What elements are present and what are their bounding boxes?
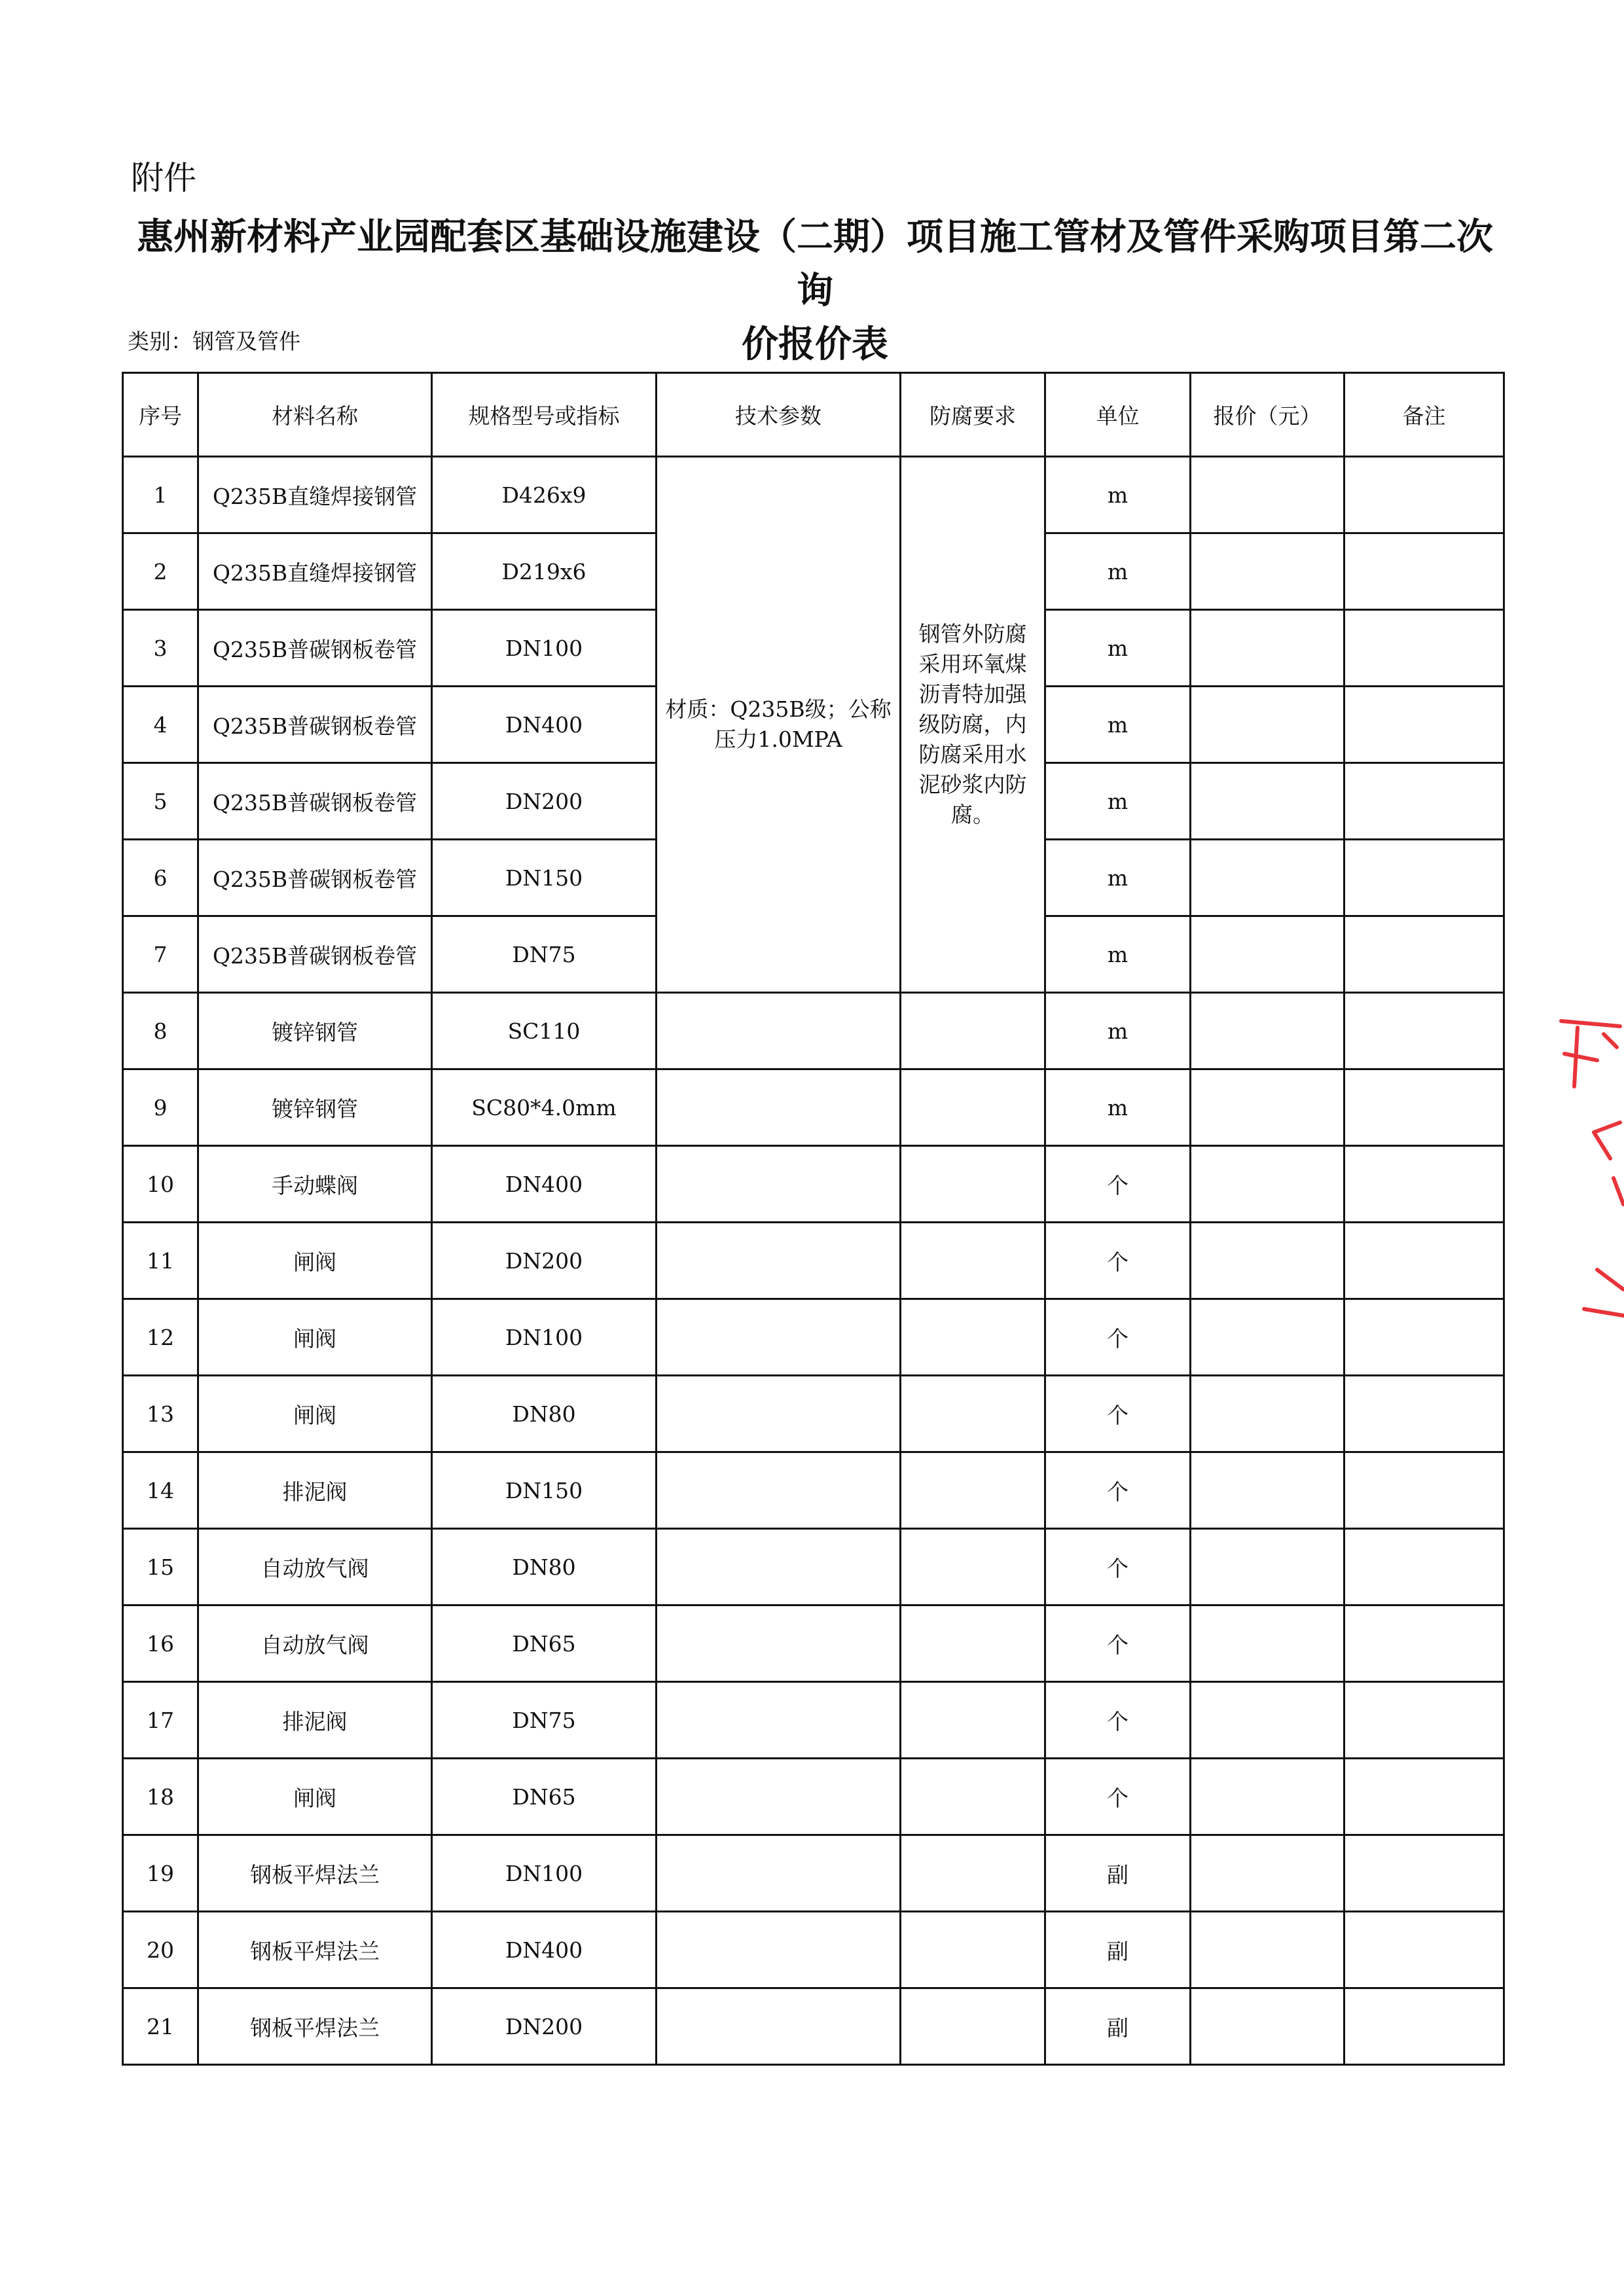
price-cell xyxy=(1191,916,1344,993)
table-row xyxy=(123,1223,1504,1299)
table-row xyxy=(123,1835,1504,1912)
remark-cell xyxy=(1344,1452,1504,1529)
price-cell xyxy=(1191,1299,1344,1376)
tech-params xyxy=(657,1605,901,1682)
row-number: 10 xyxy=(123,1146,198,1223)
price-cell xyxy=(1191,1912,1344,1988)
remark-cell xyxy=(1344,533,1504,610)
table-row xyxy=(123,1069,1504,1146)
remark-cell xyxy=(1344,1299,1504,1376)
unit: m xyxy=(1045,610,1191,687)
table-row xyxy=(123,1376,1504,1452)
category-label: 类别：钢管及管件 xyxy=(128,329,300,354)
price-cell xyxy=(1191,1835,1344,1912)
tech-params xyxy=(657,1452,901,1529)
anticorrosion xyxy=(901,1452,1045,1529)
table-header-row xyxy=(123,373,1504,457)
row-number: 11 xyxy=(123,1223,198,1299)
price-cell xyxy=(1191,763,1344,840)
anticorrosion xyxy=(901,1682,1045,1759)
row-number: 21 xyxy=(123,1988,198,2065)
unit: 副 xyxy=(1045,1988,1191,2065)
anticorrosion-merged: 钢管外防腐采用环氧煤沥青特加强级防腐，内防腐采用水泥砂浆内防腐。 xyxy=(901,457,1045,993)
table-row xyxy=(123,1912,1504,1988)
anticorrosion xyxy=(901,1223,1045,1299)
price-cell xyxy=(1191,1759,1344,1835)
remark-cell xyxy=(1344,457,1504,533)
unit: 个 xyxy=(1045,1605,1191,1682)
price-cell xyxy=(1191,840,1344,916)
anticorrosion xyxy=(901,1835,1045,1912)
row-number: 7 xyxy=(123,916,198,993)
unit: m xyxy=(1045,840,1191,916)
unit: 副 xyxy=(1045,1912,1191,1988)
anticorrosion xyxy=(901,1146,1045,1223)
anticorrosion xyxy=(901,1605,1045,1682)
spec: DN100 xyxy=(432,1299,657,1376)
material-name: Q235B普碳钢板卷管 xyxy=(198,763,432,840)
material-name: 手动蝶阀 xyxy=(198,1146,432,1223)
table-row xyxy=(123,993,1504,1069)
title-line-1: 惠州新材料产业园配套区基础设施建设（二期）项目施工管材及管件采购项目第二次询 xyxy=(137,216,1493,312)
unit: m xyxy=(1045,457,1191,533)
tech-params xyxy=(657,993,901,1069)
page-title xyxy=(124,211,1506,372)
spec: DN400 xyxy=(432,1912,657,1988)
price-cell xyxy=(1191,1605,1344,1682)
red-seal-stamp xyxy=(1558,1008,1624,1329)
spec: DN200 xyxy=(432,763,657,840)
remark-cell xyxy=(1344,916,1504,993)
row-number: 12 xyxy=(123,1299,198,1376)
row-number: 20 xyxy=(123,1912,198,1988)
col-header-unit: 单位 xyxy=(1045,373,1191,457)
row-number: 1 xyxy=(123,457,198,533)
col-header-tech: 技术参数 xyxy=(657,373,901,457)
unit: m xyxy=(1045,533,1191,610)
row-number: 16 xyxy=(123,1605,198,1682)
unit: m xyxy=(1045,763,1191,840)
remark-cell xyxy=(1344,993,1504,1069)
remark-cell xyxy=(1344,1146,1504,1223)
table-row xyxy=(123,1605,1504,1682)
tech-params xyxy=(657,1146,901,1223)
table-row xyxy=(123,457,1504,533)
material-name: 闸阀 xyxy=(198,1299,432,1376)
table-row xyxy=(123,1146,1504,1223)
spec: DN100 xyxy=(432,1835,657,1912)
spec: DN400 xyxy=(432,687,657,763)
price-cell xyxy=(1191,533,1344,610)
spec: D219x6 xyxy=(432,533,657,610)
remark-cell xyxy=(1344,1759,1504,1835)
spec: SC110 xyxy=(432,993,657,1069)
tech-params xyxy=(657,1988,901,2065)
unit: 个 xyxy=(1045,1376,1191,1452)
unit: 副 xyxy=(1045,1835,1191,1912)
unit: 个 xyxy=(1045,1146,1191,1223)
row-number: 2 xyxy=(123,533,198,610)
row-number: 13 xyxy=(123,1376,198,1452)
table-row xyxy=(123,1988,1504,2065)
price-cell xyxy=(1191,1682,1344,1759)
tech-params xyxy=(657,1069,901,1146)
row-number: 6 xyxy=(123,840,198,916)
remark-cell xyxy=(1344,840,1504,916)
price-cell xyxy=(1191,1988,1344,2065)
remark-cell xyxy=(1344,1223,1504,1299)
remark-cell xyxy=(1344,1069,1504,1146)
unit: m xyxy=(1045,1069,1191,1146)
material-name: Q235B直缝焊接钢管 xyxy=(198,533,432,610)
col-header-name: 材料名称 xyxy=(198,373,432,457)
material-name: Q235B普碳钢板卷管 xyxy=(198,916,432,993)
table-row xyxy=(123,1529,1504,1605)
row-number: 15 xyxy=(123,1529,198,1605)
unit: 个 xyxy=(1045,1452,1191,1529)
price-cell xyxy=(1191,687,1344,763)
anticorrosion xyxy=(901,1069,1045,1146)
material-name: Q235B普碳钢板卷管 xyxy=(198,610,432,687)
remark-cell xyxy=(1344,1988,1504,2065)
anticorrosion xyxy=(901,1988,1045,2065)
row-number: 4 xyxy=(123,687,198,763)
tech-params xyxy=(657,1759,901,1835)
material-name: 闸阀 xyxy=(198,1376,432,1452)
material-name: 钢板平焊法兰 xyxy=(198,1835,432,1912)
price-cell xyxy=(1191,457,1344,533)
price-cell xyxy=(1191,1452,1344,1529)
row-number: 19 xyxy=(123,1835,198,1912)
unit: 个 xyxy=(1045,1529,1191,1605)
material-name: Q235B普碳钢板卷管 xyxy=(198,840,432,916)
material-name: 自动放气阀 xyxy=(198,1529,432,1605)
remark-cell xyxy=(1344,1605,1504,1682)
spec: DN65 xyxy=(432,1605,657,1682)
remark-cell xyxy=(1344,1376,1504,1452)
price-cell xyxy=(1191,1376,1344,1452)
anticorrosion xyxy=(901,1299,1045,1376)
row-number: 8 xyxy=(123,993,198,1069)
remark-cell xyxy=(1344,610,1504,687)
tech-params xyxy=(657,1299,901,1376)
remark-cell xyxy=(1344,1835,1504,1912)
material-name: Q235B普碳钢板卷管 xyxy=(198,687,432,763)
spec: DN200 xyxy=(432,1988,657,2065)
col-header-no: 序号 xyxy=(123,373,198,457)
row-number: 17 xyxy=(123,1682,198,1759)
col-header-anticorrosion: 防腐要求 xyxy=(901,373,1045,457)
col-header-price: 报价（元） xyxy=(1191,373,1344,457)
price-cell xyxy=(1191,993,1344,1069)
price-cell xyxy=(1191,1223,1344,1299)
remark-cell xyxy=(1344,1912,1504,1988)
remark-cell xyxy=(1344,1529,1504,1605)
price-cell xyxy=(1191,610,1344,687)
anticorrosion xyxy=(901,1912,1045,1988)
table-row xyxy=(123,1452,1504,1529)
spec: DN400 xyxy=(432,1146,657,1223)
row-number: 14 xyxy=(123,1452,198,1529)
remark-cell xyxy=(1344,1682,1504,1759)
title-line-2: 价报价表 xyxy=(742,323,888,366)
attachment-label: 附件 xyxy=(131,159,196,197)
remark-cell xyxy=(1344,687,1504,763)
col-header-spec: 规格型号或指标 xyxy=(432,373,657,457)
table-body xyxy=(123,457,1504,2065)
material-name: 钢板平焊法兰 xyxy=(198,1988,432,2065)
material-name: 闸阀 xyxy=(198,1223,432,1299)
spec: DN75 xyxy=(432,916,657,993)
quote-table xyxy=(122,372,1505,2066)
tech-params xyxy=(657,1682,901,1759)
remark-cell xyxy=(1344,763,1504,840)
tech-params-merged: 材质：Q235B级；公称压力1.0MPA xyxy=(657,457,901,993)
unit: 个 xyxy=(1045,1223,1191,1299)
row-number: 18 xyxy=(123,1759,198,1835)
spec: DN65 xyxy=(432,1759,657,1835)
material-name: 镀锌钢管 xyxy=(198,993,432,1069)
material-name: 排泥阀 xyxy=(198,1682,432,1759)
material-name: 自动放气阀 xyxy=(198,1605,432,1682)
unit: 个 xyxy=(1045,1299,1191,1376)
anticorrosion xyxy=(901,1759,1045,1835)
anticorrosion xyxy=(901,1376,1045,1452)
row-number: 9 xyxy=(123,1069,198,1146)
unit: m xyxy=(1045,993,1191,1069)
price-cell xyxy=(1191,1529,1344,1605)
anticorrosion xyxy=(901,1529,1045,1605)
material-name: Q235B直缝焊接钢管 xyxy=(198,457,432,533)
unit: m xyxy=(1045,916,1191,993)
material-name: 镀锌钢管 xyxy=(198,1069,432,1146)
anticorrosion xyxy=(901,993,1045,1069)
row-number: 3 xyxy=(123,610,198,687)
material-name: 钢板平焊法兰 xyxy=(198,1912,432,1988)
unit: m xyxy=(1045,687,1191,763)
tech-params xyxy=(657,1835,901,1912)
price-cell xyxy=(1191,1146,1344,1223)
tech-params xyxy=(657,1529,901,1605)
spec: DN80 xyxy=(432,1529,657,1605)
material-name: 排泥阀 xyxy=(198,1452,432,1529)
tech-params xyxy=(657,1223,901,1299)
table-row xyxy=(123,1682,1504,1759)
spec: SC80*4.0mm xyxy=(432,1069,657,1146)
spec: DN80 xyxy=(432,1376,657,1452)
spec: DN150 xyxy=(432,840,657,916)
row-number: 5 xyxy=(123,763,198,840)
spec: D426x9 xyxy=(432,457,657,533)
unit: 个 xyxy=(1045,1682,1191,1759)
material-name: 闸阀 xyxy=(198,1759,432,1835)
unit: 个 xyxy=(1045,1759,1191,1835)
table-row xyxy=(123,1759,1504,1835)
price-cell xyxy=(1191,1069,1344,1146)
tech-params xyxy=(657,1376,901,1452)
col-header-remark: 备注 xyxy=(1344,373,1504,457)
spec: DN200 xyxy=(432,1223,657,1299)
table-row xyxy=(123,1299,1504,1376)
spec: DN150 xyxy=(432,1452,657,1529)
spec: DN75 xyxy=(432,1682,657,1759)
tech-params xyxy=(657,1912,901,1988)
spec: DN100 xyxy=(432,610,657,687)
